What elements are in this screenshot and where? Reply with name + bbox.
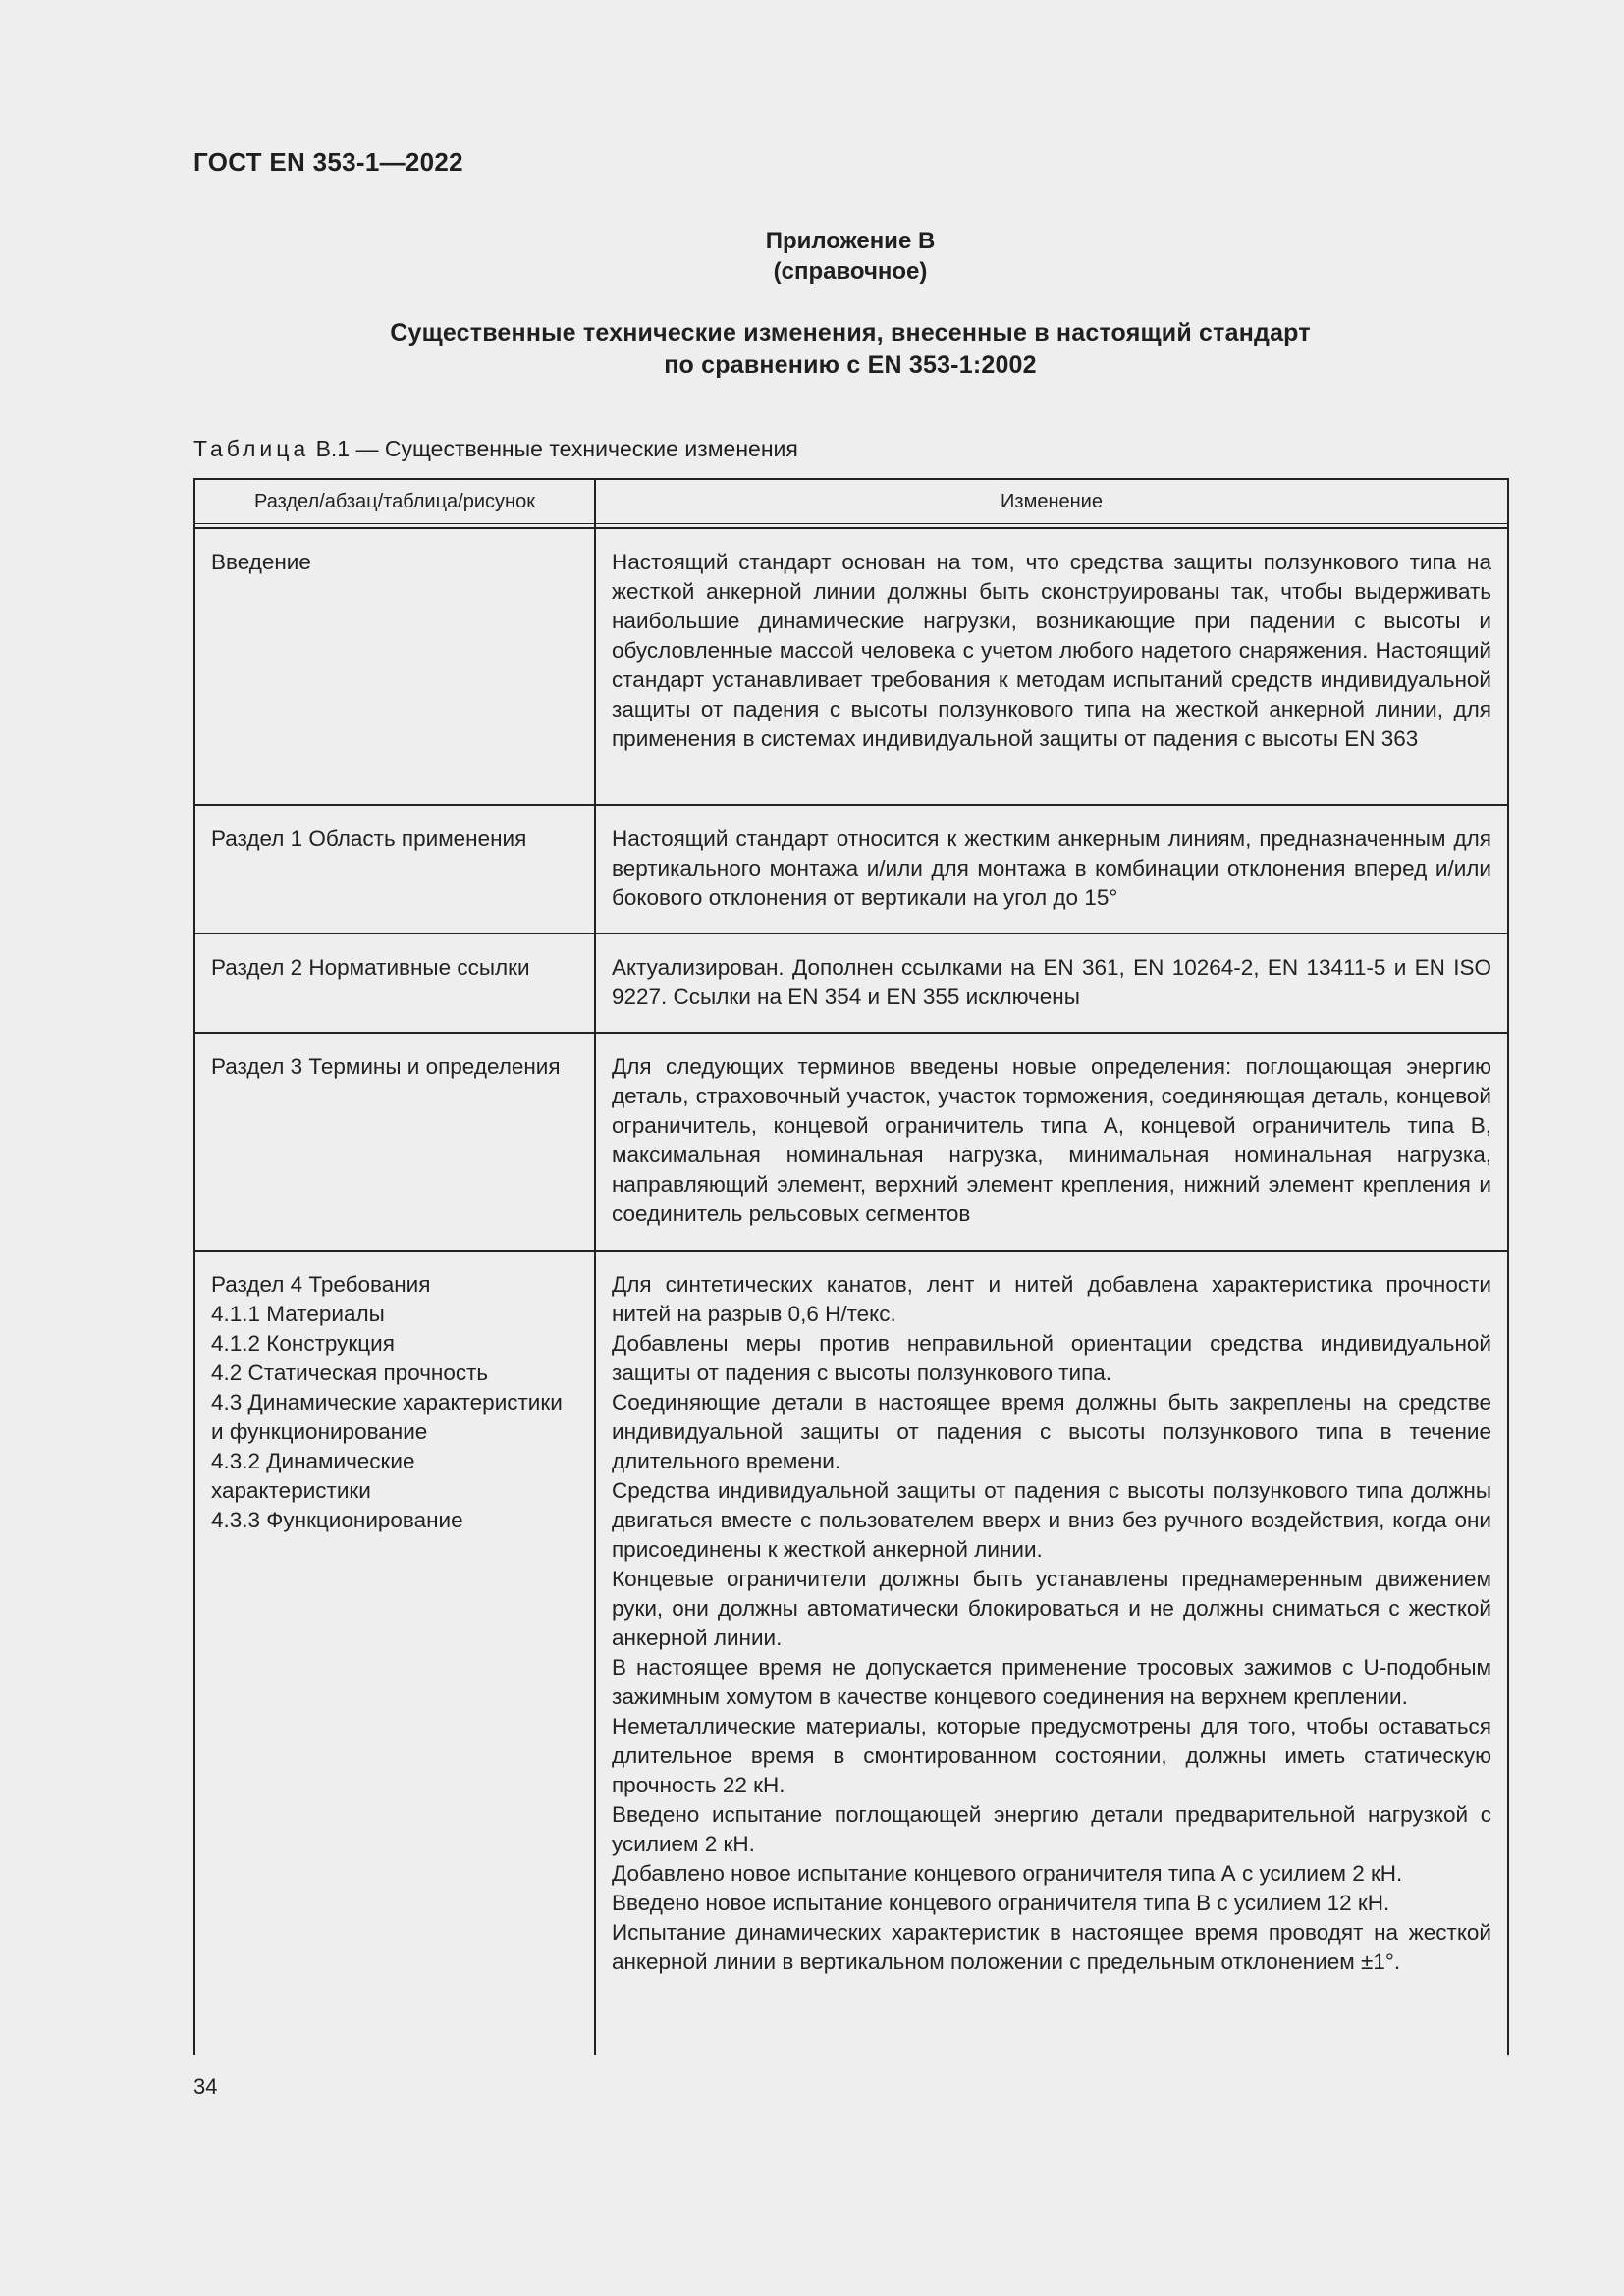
- header-section: Раздел/абзац/таблица/рисунок: [194, 479, 595, 524]
- page-number: 34: [193, 2074, 218, 2099]
- table-caption: [193, 436, 798, 462]
- annex-type: (справочное): [773, 258, 928, 285]
- annex-label: Приложение В: [765, 228, 936, 254]
- row-section: Раздел 3 Термины и определения: [194, 1033, 595, 1251]
- annex-title: [193, 317, 1507, 382]
- document-code: ГОСТ EN 353-1—2022: [193, 147, 463, 177]
- annex-heading: [193, 226, 1507, 287]
- table-caption-text: В.1 — Существенные технические изменения: [309, 436, 798, 461]
- annex-title-line-1: Существенные технические изменения, внесенные в настоящий стандарт: [390, 319, 1311, 347]
- table-row: [194, 528, 1508, 805]
- row-change: Для следующих терминов введены новые определения: поглощающая энергию деталь, страховочный участок, участок торможения, соединяющая деталь, концевой ограничитель, концевой ограничитель типа А, концевой ограничитель типа В, максимальная номинальная нагрузка, минимальная номинальная нагрузка, направляющий элемент, верхний элемент крепления, нижний элемент крепления и соединитель рельсовых сегментов: [595, 1033, 1508, 1251]
- table-row: [194, 1033, 1508, 1251]
- table-row: [194, 934, 1508, 1033]
- row-change: Настоящий стандарт относится к жестким анкерным линиям, предназначенным для вертикального монтажа и/или для монтажа в комбинации отклонения вперед и/или бокового отклонения от вертикали на угол до 15°: [595, 805, 1508, 934]
- row-change: Актуализирован. Дополнен ссылками на EN 361, EN 10264-2, EN 13411-5 и EN ISO 9227. Ссылки на EN 354 и EN 355 исключены: [595, 934, 1508, 1033]
- row-section: Раздел 1 Область применения: [194, 805, 595, 934]
- row-section: Введение: [194, 528, 595, 805]
- row-section: Раздел 2 Нормативные ссылки: [194, 934, 595, 1033]
- table-row: [194, 805, 1508, 934]
- table-body: [194, 528, 1508, 2055]
- row-section: Раздел 4 Требования 4.1.1 Материалы 4.1.2 Конструкция 4.2 Статическая прочность 4.3 Динамические характеристики и функционирование 4.3.2 Динамические характеристики 4.3.3 Функционирование: [194, 1251, 595, 2055]
- table-header-row: [194, 479, 1508, 524]
- header-change: Изменение: [595, 479, 1508, 524]
- annex-title-line-2: по сравнению с EN 353-1:2002: [664, 351, 1037, 379]
- changes-table: [193, 478, 1509, 2055]
- table-caption-word: Таблица: [193, 436, 310, 461]
- row-change: Для синтетических канатов, лент и нитей добавлена характеристика прочности нитей на разрыв 0,6 Н/текс. Добавлены меры против неправильной ориентации средства индивидуальной защиты от падения с высоты ползункового типа. Соединяющие детали в настоящее время должны быть закреплены на средстве индивидуальной защиты от падения с высоты ползункового типа в течение длительного времени. Средства индивидуальной защиты от падения с высоты ползункового типа должны двигаться вместе с пользователем вверх и вниз без ручного воздействия, когда они присоединены к жесткой анкерной линии. Концевые ограничители должны быть устанавлены преднамеренным движением руки, они должны автоматически блокироваться и не должны сниматься с жесткой анкерной линии. В настоящее время не допускается применение тросовых зажимов с U-подобным зажимным хомутом в качестве концевого соединения на верхнем креплении. Неметаллические материалы, которые предусмотрены для того, чтобы оставаться длительное время в смонтированном состоянии, должны иметь статическую прочность 22 кН. Введено испытание поглощающей энергию детали предварительной нагрузкой с усилием 2 кН. Добавлено новое испытание концевого ограничителя типа А с усилием 2 кН. Введено новое испытание концевого ограничителя типа В с усилием 12 кН. Испытание динамических характеристик в настоящее время проводят на жесткой анкерной линии в вертикальном положении с предельным отклонением ±1°.: [595, 1251, 1508, 2055]
- row-change: Настоящий стандарт основан на том, что средства защиты ползункового типа на жесткой анкерной линии должны быть сконструированы так, чтобы выдерживать наибольшие динамические нагрузки, возникающие при падении с высоты и обусловленные массой человека с учетом любого надетого снаряжения. Настоящий стандарт устанавливает требования к методам испытаний средств индивидуальной защиты от падения с высоты ползункового типа на жесткой анкерной линии, для применения в системах индивидуальной защиты от падения с высоты EN 363: [595, 528, 1508, 805]
- table-row: [194, 1251, 1508, 2055]
